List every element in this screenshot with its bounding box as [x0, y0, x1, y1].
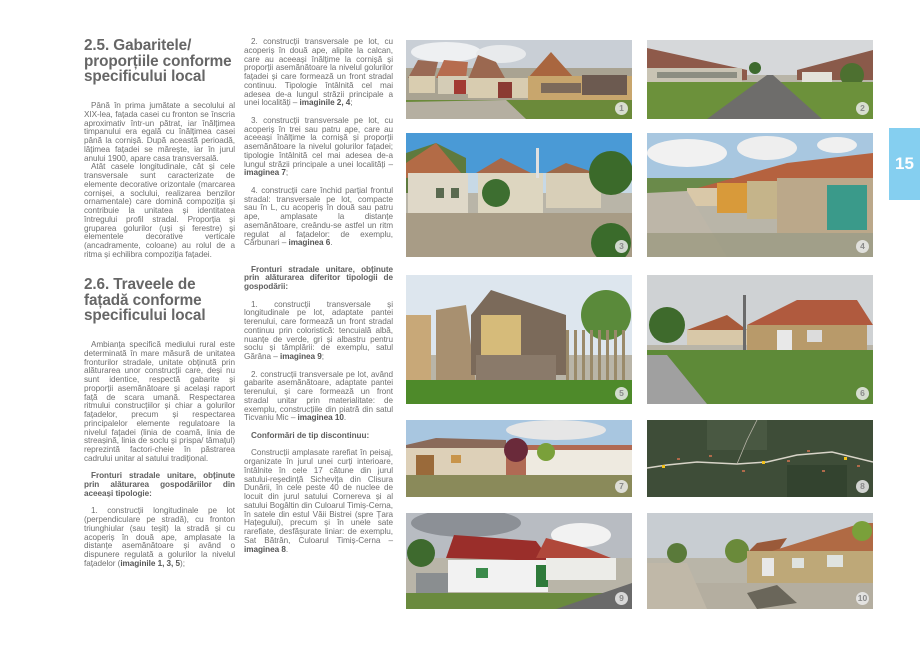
photo-9 [406, 513, 632, 609]
image-reference: imaginea 8 [244, 544, 286, 554]
punctuation: . [330, 238, 333, 248]
section-2-5-paragraph-1: Până în prima jumătate a secolului al XIX-lea, fațada casei cu fronton se înscria aproximativ într-un pătrat, iar înălțimea timpanului era egală cu înălțimea casei până la cornișă. După această perioadă, lățimea fațadei se mărește, iar în jurul anului 1900, apare casa transversală. [84, 101, 235, 163]
section-2-6-paragraph-1: Ambianța specifică mediului rural este determinată în mare măsură de unitatea fronturilor stradale, unitate obținută prin alăturarea unor construcții care, deși nu sunt identice, respectă gabarite și proporții asemănătoare și același raport față de scara umană. Respectarea ritmului construcțiilor și chiar a golurilor fațadelor, precum și respectarea principalelor elemente regulatoare la nivelul fațadei (linia de coamă, linia de streașină, linia de soclu și prispa/ tâmațul) reprezintă factori-cheie în păstrarea cadrului unitar al satului tradițional. [84, 340, 235, 463]
punctuation: ; [350, 98, 353, 108]
list-item-b2 [244, 371, 393, 424]
photo-2 [647, 40, 873, 119]
section-2-5-paragraph-2: Atât casele longitudinale, cât și cele transversale sunt caracterizate de elemente decorative orizontale (marcarea cornișei, a soclului, realizarea benzilor ornamentale) care domină compoziția și contribuie la unitatea și identitatea întregului profil stradal. Proporția și gruparea golurilor (uși și ferestre) și elementele decorative verticale (ancadramente, coloane) au rolul de a ritma și echilibra compoziția fațadei. [84, 162, 235, 259]
page-number-tab: 15 [889, 128, 920, 200]
image-reference: imaginea 6 [288, 238, 331, 248]
photo-number-badge: 2 [856, 102, 869, 115]
photo-3-image [406, 133, 632, 257]
photo-number-badge: 3 [615, 240, 628, 253]
list-item-b2-text: 2. construcții transversale pe lot, având gabarite asemănătoare, adaptate pantei terenului, și care formează un front stradal unitar prin materialitate: de exemplu, construcțiile din piatră din satul Ticvaniu Mic – [244, 369, 393, 423]
subheading-discontinuous: Conformări de tip discontinuu: [251, 430, 370, 440]
paragraph-discontinuous-text: Construcții amplasate rarefiat în peisaj, organizate în jurul unei curți interioare, întâlnite în cele 17 cătune din jurul satului-reședință Sichevița din Clisura Dunării, în cele peste 40 de nuclee de locuit din jurul satului Cornereva și al satului Bogâltin din Culoarul Timiș-Cerna, în satele din estul Văii Bistrei (spre Țara Hațegului), precum și în unele sate rarefiate, desfășurate liniar: de exemplu, Sat Bătrân, Culoarul Timiș-Cerna – [244, 448, 393, 545]
photo-10 [647, 513, 873, 609]
image-reference: imaginea 9 [279, 352, 322, 361]
photo-6 [647, 275, 873, 404]
photo-number-badge: 1 [615, 102, 628, 115]
image-reference: imaginea 7 [244, 168, 286, 178]
photo-number-badge: 5 [615, 387, 628, 400]
list-item-3-text: 3. construcții transversale pe lot, cu acoperiș în trei sau patru ape, care au aceeași înălțime la cornișă și proporții asemănătoare la nivelul golurilor fațadei; tipologie întâlnită cel mai adesea de-a lungul străzii principale a unei localități – [244, 115, 393, 169]
photo-number-badge: 7 [615, 480, 628, 493]
subheading-different-typologies: Fronturi stradale unitare, obținute prin alăturarea diferitor tipologii de gospodării: [244, 264, 393, 291]
list-item-2 [244, 38, 393, 108]
text-column-2 [244, 38, 393, 554]
subheading-same-typology: Fronturi stradale unitare, obținute prin alăturarea gospodăriilor din aceeași tipologie: [84, 471, 235, 498]
punctuation: ; [321, 352, 325, 361]
photo-4-image [647, 133, 873, 257]
photo-7 [406, 420, 632, 497]
photo-8-aerial-map [647, 420, 873, 497]
list-item-4-text: 4. construcții care închid parțial frontul stradal: transversale pe lot, compacte sau în L, cu acoperiș în două sau patru ape, amplasate la distanțe asemănătoare, creându-se astfel un ritm regulat al fațadelor: de exemplu, Cărbunari – [244, 185, 393, 248]
photo-6-image [647, 275, 873, 404]
list-item-1-text: 1. construcții longitudinale pe lot (perpendiculare pe stradă), cu fronton triunghiular (sau teșit) la stradă și cu acoperiș în două ape, amplasate la distanțe asemănătoare și având o dispunere regulată a golurilor la nivelul fațadelor ( [84, 506, 235, 568]
section-2-5-title: 2.5. Gabaritele/ proporțiile conforme specificului local [84, 37, 232, 85]
image-reference: imaginile 2, 4 [299, 98, 351, 108]
photo-1 [406, 40, 632, 119]
photo-1-image [406, 40, 632, 119]
image-reference: imaginile 1, 3, 5 [120, 558, 181, 568]
photo-3 [406, 133, 632, 257]
section-2-6-title: 2.6. Traveele de fațadă conforme specificului local [84, 276, 206, 324]
photo-7-image [406, 420, 632, 497]
list-item-b1 [244, 301, 393, 362]
list-item-3 [244, 117, 393, 178]
photo-8-image [647, 420, 873, 497]
text-column-1 [84, 38, 235, 569]
punctuation: ; [285, 168, 289, 178]
image-reference: imaginea 10 [297, 413, 344, 423]
photo-number-badge: 9 [615, 592, 628, 605]
punctuation: . [343, 413, 347, 423]
list-item-2-text: 2. construcții transversale pe lot, cu acoperiș în două ape, alipite la calcan, care au aceeași înălțime la cornișă și proporții asemănătoare la nivelul golurilor fațadei și care formează un front stradal continuu. Tipologie întâlnită cel mai adesea de-a lungul străzii principale a unei localități – [244, 37, 393, 108]
photo-9-image [406, 513, 632, 609]
paragraph-discontinuous [244, 449, 393, 554]
photo-number-badge: 4 [856, 240, 869, 253]
list-item-4 [244, 187, 393, 248]
photo-number-badge: 8 [856, 480, 869, 493]
list-item-b1-text: 1. construcții transversale și longitudinale pe lot, adaptate pantei terenului, care formează un front stradal continuu prin coloristică: tencuială albă, nuanțe de verde, gri și albastru pentru soclu și tâmplării: de exemplu, satul Gărâna – [244, 299, 393, 361]
punctuation: . [285, 544, 289, 554]
punctuation: ); [180, 558, 185, 568]
photo-number-badge: 6 [856, 387, 869, 400]
list-item-1 [84, 507, 235, 568]
photo-4 [647, 133, 873, 257]
photo-5 [406, 275, 632, 404]
photo-2-image [647, 40, 873, 119]
photo-10-image [647, 513, 873, 609]
photo-number-badge: 10 [857, 593, 868, 603]
photo-5-image [406, 275, 632, 404]
